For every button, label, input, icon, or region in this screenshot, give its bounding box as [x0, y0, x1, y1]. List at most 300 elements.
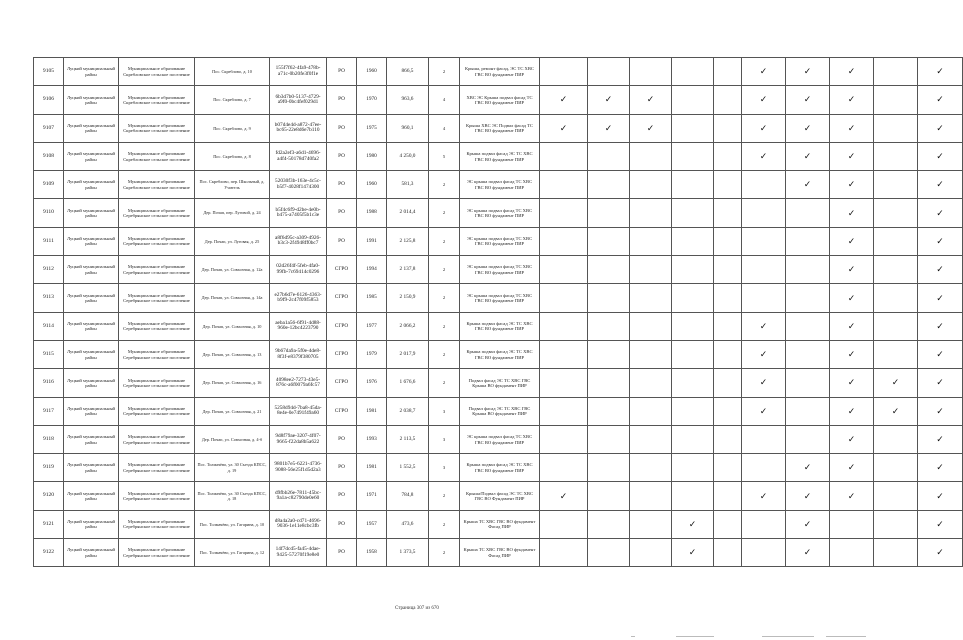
work-check-cell [630, 142, 672, 170]
cell-year: 1981 [357, 454, 387, 482]
work-check-cell [830, 171, 874, 199]
work-check-cell [918, 58, 963, 86]
work-check-cell [742, 369, 786, 397]
cell-type: СГРО [327, 397, 357, 425]
table-row [34, 227, 963, 255]
work-check-cell [714, 340, 742, 368]
checkmark-icon: ✓ [847, 434, 856, 444]
work-check-cell [588, 284, 630, 312]
cell-area: 2 014,4 [387, 199, 429, 227]
checkmark-icon: ✓ [847, 292, 856, 303]
work-check-cell [918, 482, 963, 510]
work-check-cell [672, 482, 714, 510]
work-check-cell [672, 142, 714, 170]
work-check-cell [742, 312, 786, 340]
table-row [34, 256, 963, 284]
cell-district: Луцкий муниципальный район [64, 171, 119, 199]
cell-municipality: Муниципальное образование Скребловское сельское поселение [119, 86, 195, 114]
checkmark-icon: ✓ [891, 377, 900, 388]
work-check-cell [714, 539, 742, 567]
cell-area: 2 113,5 [387, 425, 429, 453]
work-check-cell [672, 171, 714, 199]
cell-area: 2 150,9 [387, 284, 429, 312]
cell-area: 2 038,7 [387, 397, 429, 425]
cell-year: 1979 [357, 340, 387, 368]
table-row [34, 397, 963, 425]
scan-line-mark [762, 636, 814, 637]
cell-municipality: Муниципальное образование Серебрянское сельское поселение [119, 454, 195, 482]
work-check-cell [588, 227, 630, 255]
cell-area: 960,1 [387, 114, 429, 142]
checkmark-icon: ✓ [803, 94, 812, 105]
work-check-cell [630, 284, 672, 312]
work-check-cell [830, 397, 874, 425]
cell-address: Дер. Почап, ул. Совхозная, д. 21 [195, 397, 270, 425]
work-check-cell [588, 114, 630, 142]
cell-type: РО [327, 425, 357, 453]
cell-district: Луцкий муниципальный район [64, 539, 119, 567]
work-check-cell [630, 58, 672, 86]
cell-floors: 2 [429, 340, 460, 368]
cell-district: Луцкий муниципальный район [64, 86, 119, 114]
work-check-cell [540, 425, 588, 453]
work-check-cell [714, 227, 742, 255]
checkmark-icon: ✓ [936, 320, 944, 331]
work-check-cell [672, 227, 714, 255]
cell-year: 1976 [357, 369, 387, 397]
work-check-cell [874, 340, 918, 368]
cell-floors: 2 [429, 199, 460, 227]
cell-num: 9113 [34, 284, 64, 312]
work-check-cell [786, 510, 830, 538]
cell-address: Пос. Толмачёво, ул. Гагарина, д. 12 [195, 539, 270, 567]
checkmark-icon: ✓ [936, 179, 944, 190]
checkmark-icon: ✓ [803, 66, 812, 77]
cell-address: Пос. Толмачёво, ул. Гагарина, д. 10 [195, 510, 270, 538]
table-row [34, 510, 963, 538]
checkmark-icon: ✓ [847, 349, 856, 360]
work-check-cell [874, 482, 918, 510]
work-check-cell [874, 284, 918, 312]
cell-works: ЭС крыша подвал фасад ТС ХВС ГВС ВО фундамент ПИР [460, 199, 540, 227]
checkmark-icon: ✓ [847, 122, 856, 133]
cell-municipality: Муниципальное образование Серебрянское сельское поселение [119, 340, 195, 368]
cell-num: 9121 [34, 510, 64, 538]
checkmark-icon: ✓ [936, 462, 944, 473]
work-check-cell [540, 142, 588, 170]
work-check-cell [540, 454, 588, 482]
cell-floors: 2 [429, 227, 460, 255]
work-check-cell [918, 199, 963, 227]
work-check-cell [830, 199, 874, 227]
cell-district: Луцкий муниципальный район [64, 227, 119, 255]
checkmark-icon: ✓ [936, 94, 944, 105]
cell-area: 2 125,8 [387, 227, 429, 255]
checkmark-icon: ✓ [803, 518, 812, 529]
work-check-cell [672, 284, 714, 312]
work-check-cell [630, 340, 672, 368]
work-check-cell [742, 114, 786, 142]
work-check-cell [540, 312, 588, 340]
cell-year: 1970 [357, 86, 387, 114]
checkmark-icon: ✓ [847, 207, 856, 218]
work-check-cell [918, 142, 963, 170]
table-row [34, 171, 963, 199]
table-row [34, 312, 963, 340]
work-check-cell [672, 539, 714, 567]
work-check-cell [874, 58, 918, 86]
checkmark-icon: ✓ [604, 94, 613, 105]
work-check-cell [918, 510, 963, 538]
cell-num: 9112 [34, 256, 64, 284]
work-check-cell [786, 454, 830, 482]
checkmark-icon: ✓ [936, 518, 944, 529]
work-check-cell [714, 425, 742, 453]
cell-district: Луцкий муниципальный район [64, 142, 119, 170]
checkmark-icon: ✓ [759, 94, 768, 105]
cell-municipality: Муниципальное образование Серебрянское сельское поселение [119, 256, 195, 284]
cell-address: Дер. Почап, ул. Луговая, д. 25 [195, 227, 270, 255]
checkmark-icon: ✓ [936, 547, 944, 558]
work-check-cell [540, 256, 588, 284]
cell-floors: 2 [429, 539, 460, 567]
work-check-cell [588, 510, 630, 538]
work-check-cell [714, 199, 742, 227]
cell-municipality: Муниципальное образование Серебрянское сельское поселение [119, 227, 195, 255]
cell-year: 1958 [357, 539, 387, 567]
cell-guid: b5f4c6f9-d2be-4e0b-b475-a7405f5b1c3e [270, 199, 327, 227]
cell-address: Пос. Скреблово, пер. Школьный, д. Учитель [195, 171, 270, 199]
cell-year: 1957 [357, 510, 387, 538]
checkmark-icon: ✓ [847, 179, 856, 190]
work-check-cell [742, 425, 786, 453]
work-check-cell [874, 86, 918, 114]
table-row [34, 142, 963, 170]
cell-num: 9122 [34, 539, 64, 567]
work-check-cell [714, 58, 742, 86]
cell-area: 1 552,5 [387, 454, 429, 482]
cell-floors: 2 [429, 312, 460, 340]
work-check-cell [918, 539, 963, 567]
cell-works: ЭС крыша подвал фасад ТС ХВС ГВС ВО фундамент ПИР [460, 284, 540, 312]
cell-year: 1994 [357, 256, 387, 284]
work-check-cell [918, 86, 963, 114]
work-check-cell [630, 171, 672, 199]
work-check-cell [630, 397, 672, 425]
checkmark-icon: ✓ [936, 292, 944, 303]
table-row [34, 425, 963, 453]
cell-municipality: Муниципальное образование Серебрянское сельское поселение [119, 369, 195, 397]
work-check-cell [786, 114, 830, 142]
work-check-cell [918, 284, 963, 312]
work-check-cell [672, 340, 714, 368]
cell-address: Пос. Скреблово, д. 10 [195, 58, 270, 86]
cell-type: РО [327, 114, 357, 142]
checkmark-icon: ✓ [759, 66, 768, 77]
cell-works: Крыша подвал фасад ЭС ТС ХВС ГВС ВО фундамент ПИР [460, 340, 540, 368]
checkmark-icon: ✓ [759, 320, 768, 331]
cell-district: Луцкий муниципальный район [64, 199, 119, 227]
checkmark-icon: ✓ [847, 405, 856, 416]
work-check-cell [588, 199, 630, 227]
cell-works: Подвал фасад ЭС ТС ХВС ГВС Крыша ВО фундамент ПИР [460, 397, 540, 425]
cell-floors: 4 [429, 114, 460, 142]
checkmark-icon: ✓ [847, 377, 856, 388]
program-table [33, 57, 963, 567]
work-check-cell [630, 425, 672, 453]
work-check-cell [742, 284, 786, 312]
work-check-cell [588, 86, 630, 114]
work-check-cell [742, 482, 786, 510]
cell-type: РО [327, 539, 357, 567]
work-check-cell [588, 425, 630, 453]
work-check-cell [874, 114, 918, 142]
checkmark-icon: ✓ [803, 151, 812, 162]
work-check-cell [786, 425, 830, 453]
work-check-cell [830, 86, 874, 114]
work-check-cell [540, 227, 588, 255]
work-check-cell [588, 142, 630, 170]
cell-works: Крыша ТС ХВС ГВС ВО фундамент Фасад ПИР [460, 510, 540, 538]
cell-works: Крыша подвал фасад ЭС ТС ХВС ГВС ВО фундамент ПИР [460, 454, 540, 482]
work-check-cell [588, 369, 630, 397]
checkmark-icon: ✓ [936, 349, 944, 360]
cell-address: Пос. Толмачёво, ул. 30 Съезда КПСС, д. 18 [195, 482, 270, 510]
cell-address: Дер. Почап, ул. Совхозная, д. 12а [195, 256, 270, 284]
work-check-cell [918, 312, 963, 340]
checkmark-icon: ✓ [936, 151, 944, 162]
cell-type: СГРО [327, 340, 357, 368]
work-check-cell [874, 227, 918, 255]
work-check-cell [918, 171, 963, 199]
cell-municipality: Муниципальное образование Серебрянское сельское поселение [119, 482, 195, 510]
cell-works: ЭС крыша подвал фасад ТС ХВС ГВС ВО фундамент ПИР [460, 227, 540, 255]
work-check-cell [830, 340, 874, 368]
work-check-cell [630, 312, 672, 340]
work-check-cell [918, 340, 963, 368]
work-check-cell [830, 425, 874, 453]
cell-works: Крыша ХВС ЭС Подвал фасад ТС ГВС ВО фундамент ПИР [460, 114, 540, 142]
checkmark-icon: ✓ [604, 122, 613, 133]
cell-type: РО [327, 227, 357, 255]
work-check-cell [786, 482, 830, 510]
cell-area: 1 373,5 [387, 539, 429, 567]
work-check-cell [714, 397, 742, 425]
cell-type: СГРО [327, 284, 357, 312]
checkmark-icon: ✓ [759, 405, 768, 416]
cell-floors: 2 [429, 482, 460, 510]
work-check-cell [830, 482, 874, 510]
work-check-cell [874, 142, 918, 170]
cell-type: РО [327, 454, 357, 482]
cell-year: 1975 [357, 114, 387, 142]
work-check-cell [786, 340, 830, 368]
work-check-cell [786, 256, 830, 284]
cell-works: Крыша ТС ХВС ГВС ВО фундамент Фасад ПИР [460, 539, 540, 567]
cell-floors: 3 [429, 397, 460, 425]
work-check-cell [874, 171, 918, 199]
cell-district: Луцкий муниципальный район [64, 482, 119, 510]
checkmark-icon: ✓ [759, 122, 768, 133]
cell-works: Подвал фасад ЭС ТС ХВС ГВС Крыша ВО фундамент ПИР [460, 369, 540, 397]
checkmark-icon: ✓ [803, 122, 812, 133]
cell-guid: aeba1a56-6f91-4d88-960e-12bc4223790 [270, 312, 327, 340]
work-check-cell [540, 86, 588, 114]
work-check-cell [714, 256, 742, 284]
cell-address: Дер. Почап, ул. Совхозная, д. 16 [195, 369, 270, 397]
cell-works: Крыша подвал фасад ЭС ТС ХВС ГВС ВО фундамент ПИР [460, 312, 540, 340]
cell-guid: 9b67da9a-5f0e-4de8-8f3f-e8379f380705 [270, 340, 327, 368]
work-check-cell [742, 142, 786, 170]
cell-guid: 6b3d7b0-5137-4729-a9f0-0bc4fef029d1 [270, 86, 327, 114]
cell-address: Дер. Почап, ул. Совхозная, д. 4-б [195, 425, 270, 453]
work-check-cell [672, 510, 714, 538]
work-check-cell [540, 369, 588, 397]
cell-type: РО [327, 86, 357, 114]
work-check-cell [918, 425, 963, 453]
work-check-cell [672, 369, 714, 397]
cell-type: РО [327, 142, 357, 170]
cell-area: 2 017,9 [387, 340, 429, 368]
work-check-cell [672, 312, 714, 340]
work-check-cell [874, 199, 918, 227]
table-row [34, 114, 963, 142]
checkmark-icon: ✓ [646, 122, 655, 133]
cell-municipality: Муниципальное образование Серебрянское сельское поселение [119, 312, 195, 340]
cell-year: 1960 [357, 58, 387, 86]
work-check-cell [830, 510, 874, 538]
cell-address: Дер. Почап, ул. Совхозная, д. 14а [195, 284, 270, 312]
cell-floors: 2 [429, 256, 460, 284]
cell-municipality: Муниципальное образование Серебрянское сельское поселение [119, 284, 195, 312]
cell-works: Крыша, ремонт фасад, ЭС ТС ХВС ГВС ВО фундамент ПИР [460, 58, 540, 86]
checkmark-icon: ✓ [559, 94, 568, 105]
table-row [34, 284, 963, 312]
cell-district: Луцкий муниципальный район [64, 369, 119, 397]
checkmark-icon: ✓ [847, 66, 856, 77]
cell-district: Луцкий муниципальный район [64, 114, 119, 142]
work-check-cell [786, 369, 830, 397]
cell-guid: 9d8f79ae-3207-4f07-9665-f22da8b5a622 [270, 425, 327, 453]
work-check-cell [742, 539, 786, 567]
cell-guid: fd2a2ef3-a6d1-4696-a4f4-50178d740fa2 [270, 142, 327, 170]
cell-num: 9119 [34, 454, 64, 482]
cell-guid: 155f7f62-4fa9-478b-a71c-0b20fe3f0f1e [270, 58, 327, 86]
cell-type: СГРО [327, 312, 357, 340]
cell-num: 9114 [34, 312, 64, 340]
table-row [34, 58, 963, 86]
cell-district: Луцкий муниципальный район [64, 397, 119, 425]
work-check-cell [588, 256, 630, 284]
work-check-cell [540, 199, 588, 227]
work-check-cell [874, 397, 918, 425]
cell-type: РО [327, 482, 357, 510]
work-check-cell [588, 454, 630, 482]
cell-floors: 2 [429, 510, 460, 538]
checkmark-icon: ✓ [936, 66, 944, 77]
work-check-cell [588, 397, 630, 425]
cell-floors: 2 [429, 58, 460, 86]
work-check-cell [540, 171, 588, 199]
work-check-cell [918, 256, 963, 284]
cell-guid: 9801b7e5-6221-4736-9088-56e25f1d5d2a3 [270, 454, 327, 482]
work-check-cell [672, 58, 714, 86]
cell-guid: e27b6d7e-6126-4363-b9f9-2c47f09f5853 [270, 284, 327, 312]
cell-works: ХВС ЭС Крыша подвал фасад ТС ГВС ВО фундамент ПИР [460, 86, 540, 114]
cell-area: 1 676,6 [387, 369, 429, 397]
cell-year: 1977 [357, 312, 387, 340]
checkmark-icon: ✓ [936, 122, 944, 133]
work-check-cell [918, 227, 963, 255]
cell-district: Луцкий муниципальный район [64, 454, 119, 482]
work-check-cell [830, 114, 874, 142]
checkmark-icon: ✓ [688, 547, 697, 558]
work-check-cell [714, 114, 742, 142]
cell-works: Крыша/Подвал фасад ЭС ТС ХВС ГВС ВО Фундамент ПИР [460, 482, 540, 510]
cell-type: РО [327, 58, 357, 86]
work-check-cell [786, 227, 830, 255]
checkmark-icon: ✓ [847, 94, 856, 105]
work-check-cell [830, 58, 874, 86]
work-check-cell [742, 86, 786, 114]
work-check-cell [786, 199, 830, 227]
cell-num: 9105 [34, 58, 64, 86]
checkmark-icon: ✓ [847, 264, 856, 275]
cell-num: 9115 [34, 340, 64, 368]
work-check-cell [874, 369, 918, 397]
work-check-cell [672, 454, 714, 482]
checkmark-icon: ✓ [803, 490, 812, 501]
cell-floors: 2 [429, 284, 460, 312]
work-check-cell [714, 284, 742, 312]
work-check-cell [742, 340, 786, 368]
cell-year: 1980 [357, 142, 387, 170]
cell-guid: 14f7dcd5-fa45-4dae-9425-57270f19e8e0 [270, 539, 327, 567]
work-check-cell [630, 369, 672, 397]
work-check-cell [540, 482, 588, 510]
checkmark-icon: ✓ [559, 490, 568, 501]
cell-municipality: Муниципальное образование Серебрянское сельское поселение [119, 425, 195, 453]
checkmark-icon: ✓ [847, 151, 856, 162]
cell-year: 1971 [357, 482, 387, 510]
checkmark-icon: ✓ [936, 235, 944, 246]
work-check-cell [830, 369, 874, 397]
cell-municipality: Муниципальное образование Скребловское сельское поселение [119, 114, 195, 142]
cell-address: Пос. Скреблово, д. 7 [195, 86, 270, 114]
work-check-cell [540, 510, 588, 538]
work-check-cell [786, 312, 830, 340]
cell-district: Луцкий муниципальный район [64, 284, 119, 312]
work-check-cell [672, 256, 714, 284]
cell-area: 4 250,0 [387, 142, 429, 170]
work-check-cell [714, 142, 742, 170]
cell-district: Луцкий муниципальный район [64, 58, 119, 86]
work-check-cell [714, 312, 742, 340]
checkmark-icon: ✓ [936, 377, 944, 388]
work-check-cell [540, 539, 588, 567]
checkmark-icon: ✓ [936, 490, 944, 501]
work-check-cell [786, 86, 830, 114]
work-check-cell [714, 369, 742, 397]
checkmark-icon: ✓ [891, 405, 900, 416]
work-check-cell [874, 425, 918, 453]
work-check-cell [918, 454, 963, 482]
work-check-cell [630, 510, 672, 538]
cell-address: Дер. Почап, пер. Луговой, д. 24 [195, 199, 270, 227]
cell-guid: 4098ee2-7273-43e5-876c-a6f0079a6fc57 [270, 369, 327, 397]
checkmark-icon: ✓ [759, 151, 768, 162]
checkmark-icon: ✓ [847, 235, 856, 246]
